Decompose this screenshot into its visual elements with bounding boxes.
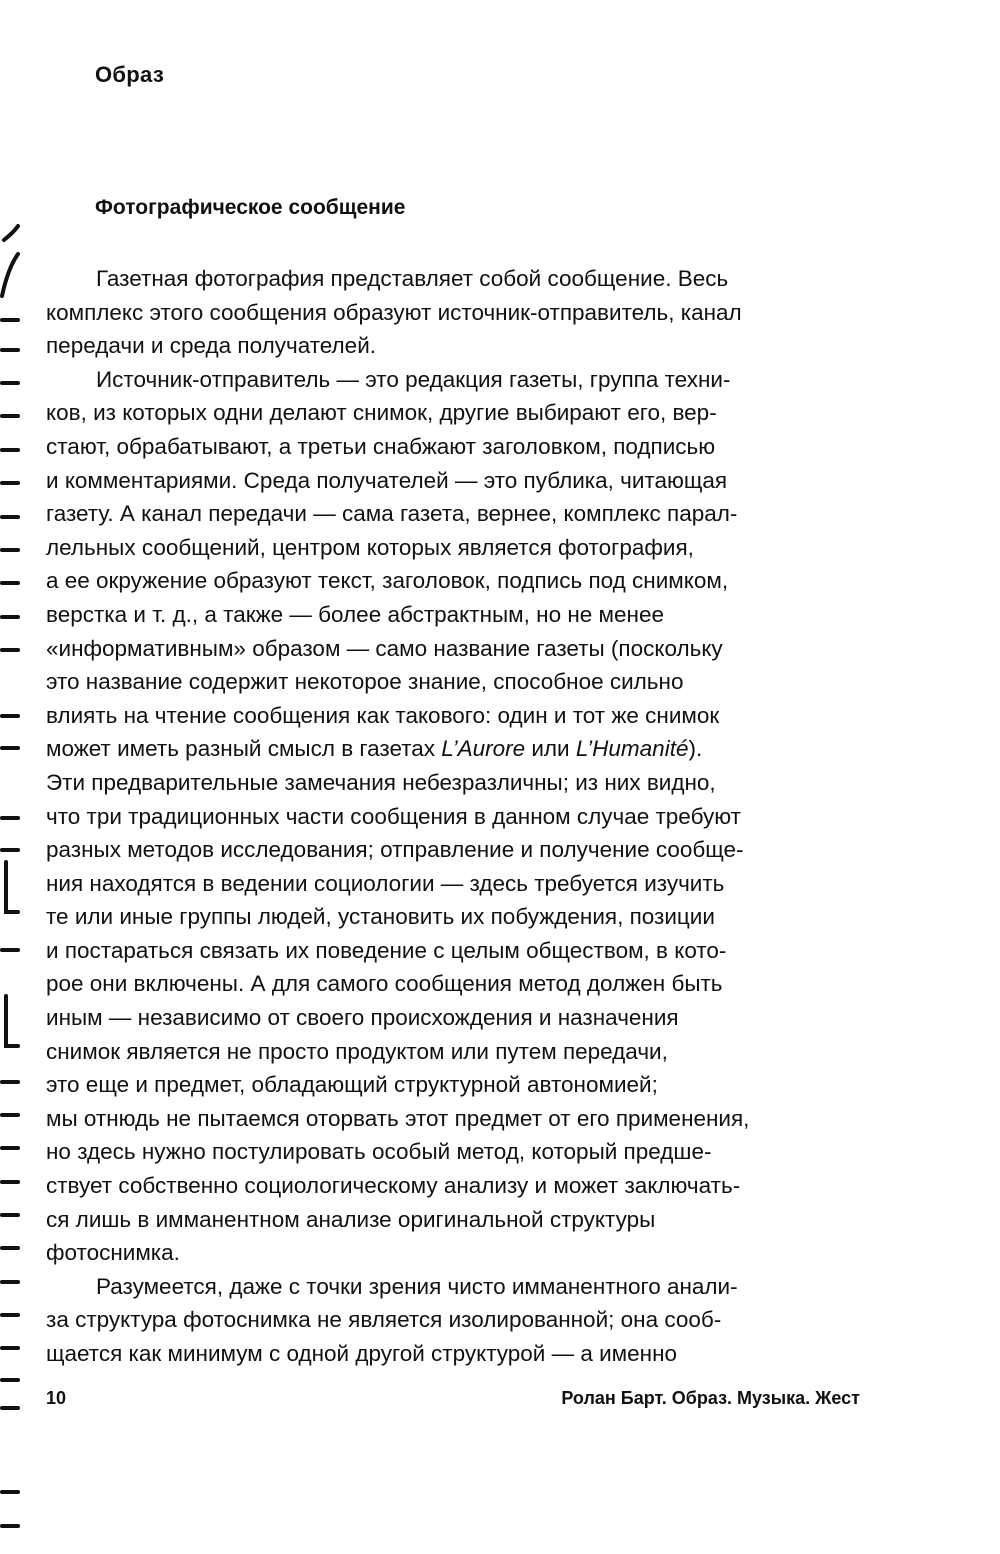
text-fragment: или (525, 736, 576, 762)
text-line: за структура фотоснимка не является изолированной; она сооб- (46, 1307, 722, 1333)
running-title: Ролан Барт. Образ. Музыка. Жест (561, 1388, 860, 1408)
chapter-heading: Фотографическое сообщение (95, 196, 406, 219)
text-line: но здесь нужно постулировать особый метод, который предше- (46, 1139, 712, 1165)
binding-arc-mark (2, 254, 18, 296)
text-line: это еще и предмет, обладающий структурной автономией; (46, 1072, 658, 1098)
text-line: влиять на чтение сообщения как такового: один и тот же снимок (46, 702, 720, 728)
newspaper-title-aurore: L’Aurore (441, 736, 526, 762)
text-line: верстка и т. д., а также — более абстрактным, но не менее (46, 601, 664, 627)
text-line: и комментариями. Среда получателей — это публика, читающая (46, 467, 728, 493)
text-line: Эти предварительные замечания небезразличны; из них видно, (46, 769, 716, 795)
text-line: лельных сообщений, центром которых является фотография, (46, 534, 694, 560)
text-line: ся лишь в имманентном анализе оригинальной структуры (46, 1206, 656, 1232)
text-line: передачи и среда получателей. (46, 333, 377, 359)
binding-corner-mark (6, 996, 18, 1046)
binding-corner-mark (6, 862, 18, 912)
text-line: ствует собственно социологическому анализу и может заключать- (46, 1173, 741, 1199)
text-line: что три традиционных части сообщения в данном случае требуют (46, 803, 741, 829)
body-text (46, 262, 866, 1371)
text-line: комплекс этого сообщения образуют источник-отправитель, канал (46, 299, 742, 325)
text-line: Разумеется, даже с точки зрения чисто имманентного анали- (96, 1273, 738, 1299)
text-line: те или иные группы людей, установить их побуждения, позиции (46, 904, 715, 930)
text-line-with-newspapers (46, 732, 866, 766)
page-number: 10 (46, 1388, 67, 1408)
text-line: фотоснимка. (46, 1240, 180, 1266)
section-label: Образ (95, 62, 165, 87)
text-line: рое они включены. А для самого сообщения метод должен быть (46, 971, 723, 997)
text-line: снимок является не просто продуктом или путем передачи, (46, 1038, 668, 1064)
text-fragment: может иметь разный смысл в газетах (46, 736, 442, 762)
binding-arc-mark (4, 226, 18, 240)
text-line: Источник-отправитель — это редакция газеты, группа техни- (96, 366, 731, 392)
text-line: а ее окружение образуют текст, заголовок, подпись под снимком, (46, 568, 729, 594)
text-fragment: ). (688, 736, 703, 762)
text-line: стают, обрабатывают, а третьи снабжают заголовком, подписью (46, 433, 716, 459)
text-line: ков, из которых одни делают снимок, другие выбирают его, вер- (46, 400, 717, 426)
text-line: Газетная фотография представляет собой сообщение. Весь (96, 266, 729, 291)
text-line: щается как минимум с одной другой структурой — а именно (46, 1341, 678, 1366)
text-line: разных методов исследования; отправление и получение сообще- (46, 837, 744, 863)
text-line: это название содержит некоторое знание, способное сильно (46, 669, 684, 695)
binding-edge-marks (0, 0, 40, 1554)
text-line: «информативным» образом — само название газеты (поскольку (46, 635, 723, 661)
text-line: ния находятся в ведении социологии — здесь требуется изучить (46, 870, 725, 896)
text-line: иным — независимо от своего происхождения и назначения (46, 1005, 679, 1031)
text-line: мы отнюдь не пытаемся оторвать этот предмет от его применения, (46, 1105, 750, 1131)
newspaper-title-humanite: L’Humanité (575, 736, 689, 762)
text-line: газету. А канал передачи — сама газета, вернее, комплекс парал- (46, 501, 738, 527)
text-line: и постараться связать их поведение с целым обществом, в кото- (46, 937, 727, 963)
